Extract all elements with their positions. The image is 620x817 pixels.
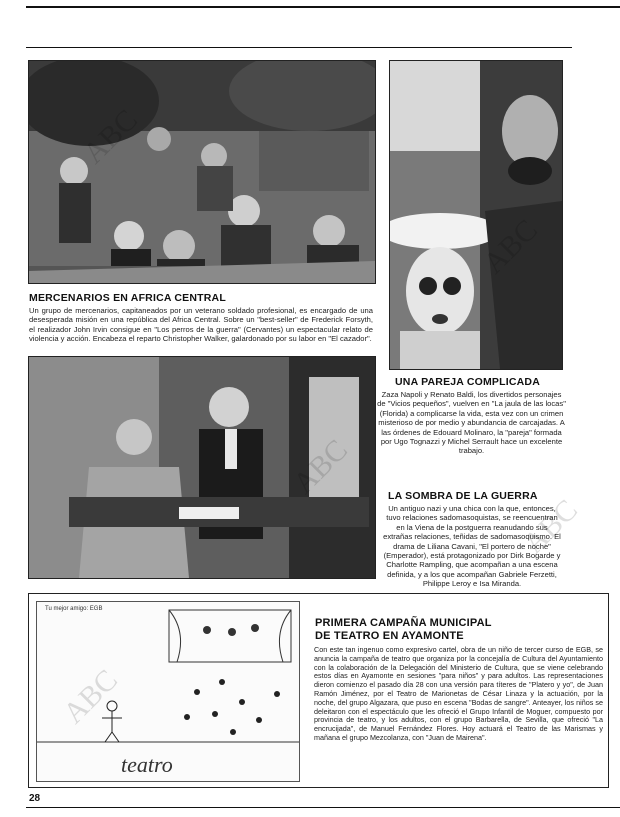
mercenarios-photo xyxy=(28,60,376,284)
campana-headline-line1: PRIMERA CAMPAÑA MUNICIPAL xyxy=(315,617,492,629)
drawing-top-note: Tu mejor amigo: EGB xyxy=(45,606,103,612)
drawing-caption: teatro xyxy=(121,752,173,777)
campana-body: Con este tan ingenuo como expresivo cartel, obra de un niño de tercer curso de EGB, se anuncia la campaña de teatro que organiza por la concejalía de Cultura del Ayuntamiento con la colaboración de la Delegación del Ministerio de Cultura, que se viene celebrando estos días en Ayamonte en sesiones "para niños" y para adultos. Las representaciones dieron comienzo el pasado día 28 con una versión para títeres de "Platero y yo", de Juan Ramón Jiménez, por el Teatro de Marionetas de César Linaza y la actuación, por la noche, del grupo Algazara, que puso en escena "Bodas de sangre". Anteayer, los niños se deleitaron con el espectáculo que les ofreció el Grupo Infantil de Moguer, compuesto por provincia de teatro, y los adultos, con el grupo Barbarella, de Sevilla, que ofreció "La encrucijada", de Manuel Fernández Flores. Hoy actuará el Teatro de las Marismas y mañana el grupo Mezcolanza, con "Juan de Mairena". xyxy=(314,645,603,742)
pareja-photo xyxy=(389,60,563,370)
pareja-headline: UNA PAREJA COMPLICADA xyxy=(395,376,540,388)
sombra-headline: LA SOMBRA DE LA GUERRA xyxy=(388,490,538,502)
child-drawing xyxy=(36,601,300,782)
page-number: 28 xyxy=(29,793,41,804)
sombra-body: Un antiguo nazi y una chica con la que, entonces, tuvo relaciones sadomasoquistas, se reencuentran en la Viena de la postguerra reanudando sus extrañas relaciones, teñidas de sadomasoquismo. El drama de Liliana Cavani, "El portero de noche" (Emperador), está protagonizado por Dirk Bogarde y Charlotte Rampling, que acompañan a una escena definida, y a los que acompañan Gabriele Ferzetti, Philippe Leroy e Isa Miranda. xyxy=(383,504,561,589)
mercenarios-body: Un grupo de mercenarios, capitaneados por un veterano soldado profesional, es encargado de una desesperada misión en una república del Africa Central. Sobre un "best-seller" de Frederick Forsyth, el realizador John Irvin consigue en "Los perros de la guerra" (Cervantes) un espectacular relato de violencia y acción. Encabeza el reparto Christopher Walker, galardonado por su labor en "El cazador". xyxy=(29,306,373,344)
abc-watermark: ABC xyxy=(517,493,584,561)
campana-headline-line2: DE TEATRO EN AYAMONTE xyxy=(315,630,464,642)
header-rule xyxy=(26,47,572,48)
mercenarios-headline: MERCENARIOS EN AFRICA CENTRAL xyxy=(29,292,226,304)
top-rule xyxy=(26,6,620,8)
sombra-photo xyxy=(28,356,376,579)
pareja-body: Zaza Napoli y Renato Baldi, los divertidos personajes de "Vicios pequeños", vuelven en "La jaula de las locas" (Florida) a complicarse la vida, esta vez con un crimen misterioso de por medio y abundancia de carcajadas. A las órdenes de Edouard Molinaro, la "pareja" formada por Ugo Tognazzi y Michel Serrault hace un excelente trabajo. xyxy=(377,390,566,456)
bottom-rule xyxy=(26,807,620,808)
